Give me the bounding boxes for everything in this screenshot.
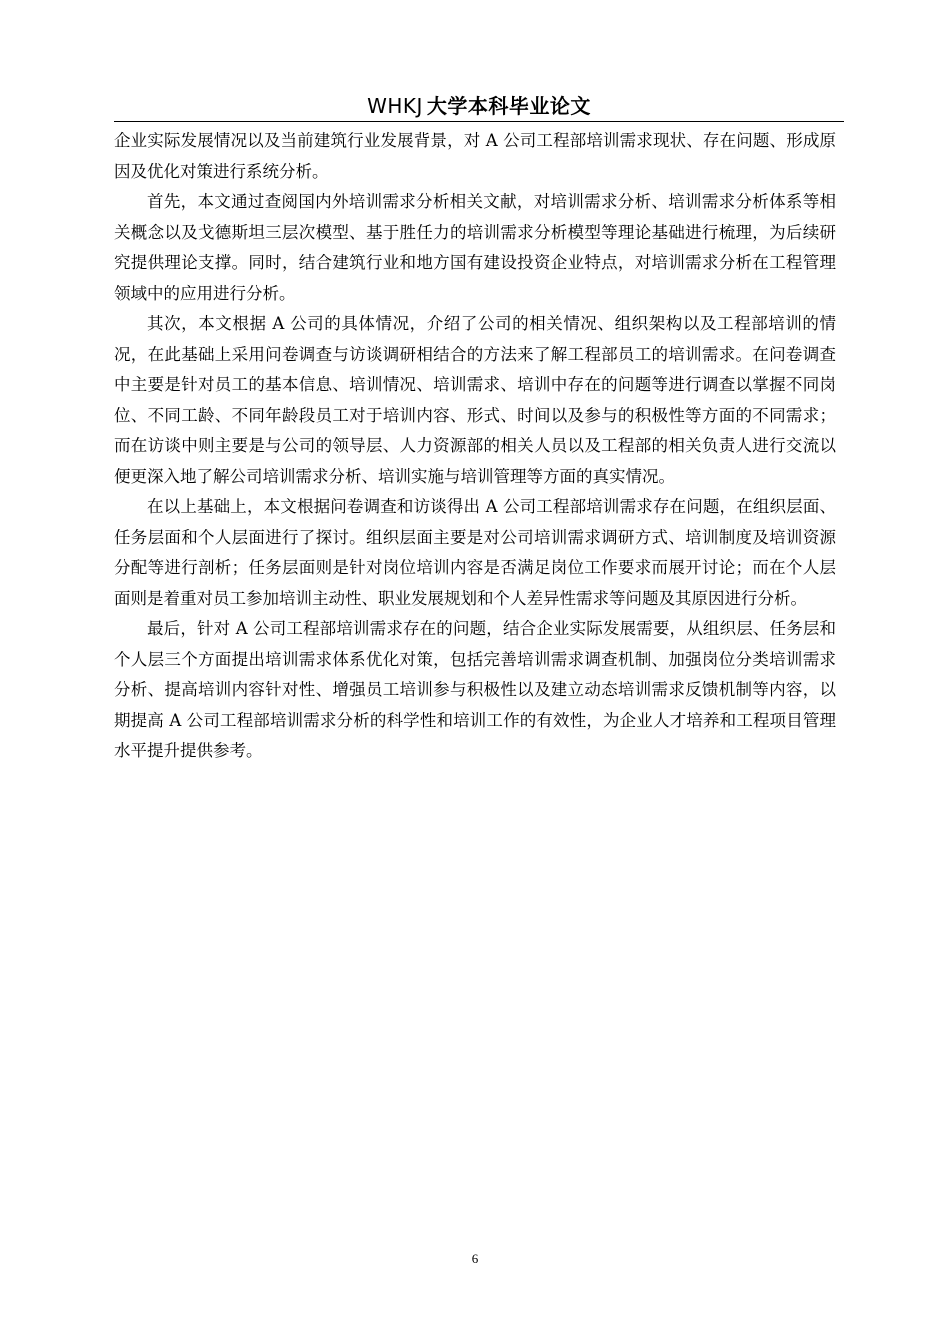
- header-title: 大学本科毕业论文: [426, 94, 591, 118]
- body-text: [114, 126, 836, 767]
- header-rule: [114, 121, 844, 122]
- paragraph: 其次，本文根据 A 公司的具体情况，介绍了公司的相关情况、组织架构以及工程部培训的情况，在此基础上采用问卷调查与访谈调研相结合的方法来了解工程部员工的培训需求。在问卷调查中主要是针对员工的基本信息、培训情况、培训需求、培训中存在的问题等进行调查以掌握不同岗位、不同工龄、不同年龄段员工对于培训内容、形式、时间以及参与的积极性等方面的不同需求；而在访谈中则主要是与公司的领导层、人力资源部的相关人员以及工程部的相关负责人进行交流以便更深入地了解公司培训需求分析、培训实施与培训管理等方面的真实情况。: [114, 314, 836, 486]
- paragraph: 首先，本文通过查阅国内外培训需求分析相关文献，对培训需求分析、培训需求分析体系等相关概念以及戈德斯坦三层次模型、基于胜任力的培训需求分析模型等理论基础进行梳理，为后续研究提供理论支撑。同时，结合建筑行业和地方国有建设投资企业特点，对培训需求分析在工程管理领域中的应用进行分析。: [114, 192, 836, 303]
- header-prefix: WHKJ: [367, 94, 423, 118]
- page-header: [114, 92, 844, 120]
- paragraph: 在以上基础上，本文根据问卷调查和访谈得出 A 公司工程部培训需求存在问题，在组织层面、任务层面和个人层面进行了探讨。组织层面主要是对公司培训需求调研方式、培训制度及培训资源分配等进行剖析；任务层面则是针对岗位培训内容是否满足岗位工作要求而展开讨论；而在个人层面则是着重对员工参加培训主动性、职业发展规划和个人差异性需求等问题及其原因进行分析。: [114, 497, 836, 608]
- page-number: 6: [471, 1251, 479, 1266]
- paragraph-continuation: 企业实际发展情况以及当前建筑行业发展背景，对 A 公司工程部培训需求现状、存在问题、形成原因及优化对策进行系统分析。: [114, 131, 836, 181]
- paragraph: 最后，针对 A 公司工程部培训需求存在的问题，结合企业实际发展需要，从组织层、任务层和个人层三个方面提出培训需求体系优化对策，包括完善培训需求调查机制、加强岗位分类培训需求分析、提高培训内容针对性、增强员工培训参与积极性以及建立动态培训需求反馈机制等内容，以期提高 A 公司工程部培训需求分析的科学性和培训工作的有效性，为企业人才培养和工程项目管理水平提升提供参考。: [114, 619, 836, 760]
